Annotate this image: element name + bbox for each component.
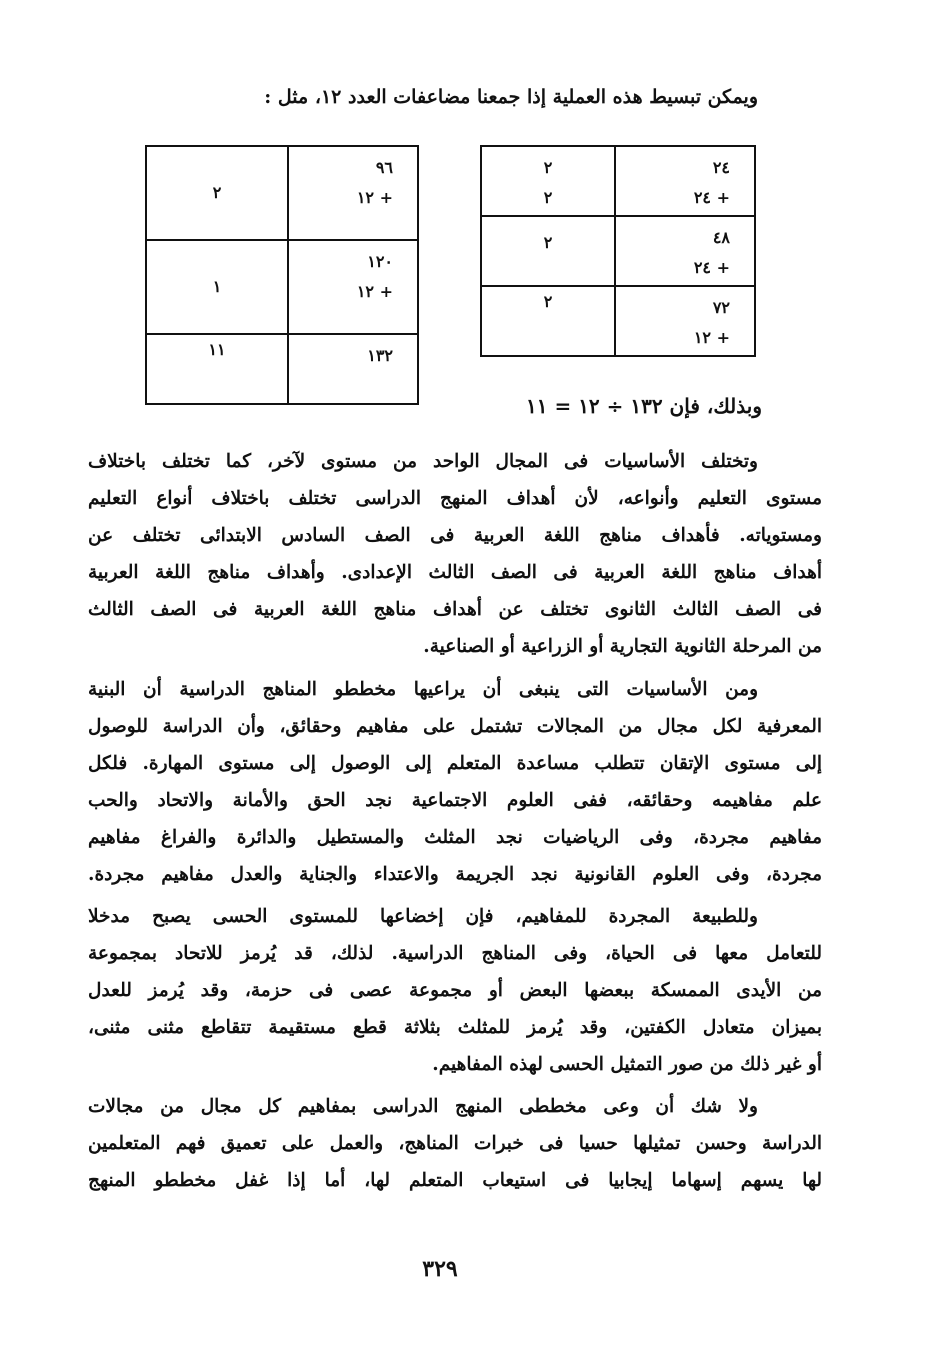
text-line: مجردة، وفى العلوم القانونية نجد الجريمة والاعتداء والجناية والعدل مفاهيم مجردة. [88,864,822,885]
sum-cell [288,146,418,240]
table-row [146,334,418,404]
text-line: فى الصف الثالث الثانوى تختلف عن أهداف مناهج اللغة العربية فى الصف الثالث [88,599,822,620]
text-line: مستوى التعليم وأنواعه، لأن أهداف المنهج الدراسى تختلف باختلاف أنواع التعليم [88,488,822,509]
text-line: بميزان متعادل الكفتين، وقد يُرمز للمثلث بثلاثة قطع مستقيمة تتقاطع مثنى مثنى، [88,1017,822,1038]
addend: + ٢٤ [693,258,730,277]
text-line: الدراسة وحسن تمثيلها حسيا فى خبرات المناهج، والعمل على تعميق فهم المتعلمين [88,1133,822,1154]
table-row [481,146,755,216]
addend: ٤٨ [712,228,730,247]
intro-sentence: ويمكن تبسيط هذه العملية إذا جمعنا مضاعفات العدد ١٢، مثل : [264,86,758,108]
count-cell: ٢ [146,146,288,240]
table-row [481,216,755,286]
table-row [146,146,418,240]
text-line: ولا شك أن وعى مخططى المنهج الدراسى بمفاهيم كل مجال من مجالات [88,1096,758,1117]
addend: + ١٢ [356,188,393,207]
text-line: مفاهيم مجردة، وفى الرياضيات نجد المثلث والمستطيل والدائرة والفراغ مفاهيم [88,827,822,848]
text-line: أو غير ذلك من صور التمثيل الحسى لهذه المفاهيم. [432,1054,822,1075]
text-line: إلى مستوى الإتقان تتطلب مساعدة المتعلم إلى الوصول إلى مستوى المهارة. فلكل [88,753,822,774]
table-row [481,286,755,356]
addend: ٢٤ [712,158,730,177]
division-result: وبذلك، فإن ١٣٢ ÷ ١٢ = ١١ [526,394,762,418]
addend: ١٢٠ [367,252,393,271]
text-line: ومن الأساسيات التى ينبغى أن يراعيها مخططو المناهج الدراسية أن البنية [88,679,758,700]
count-cell: ٢ [481,286,615,356]
text-line: لها يسهم إسهاما إيجابيا فى استيعاب المتعلم لها، أما إذا غفل مخططو المنهج [88,1170,822,1191]
count-cell: ٢ ٢ [481,146,615,216]
sum-cell [615,146,755,216]
right-multiples-table [480,145,756,357]
count-cell: ١١ [146,334,288,404]
text-line: وتختلف الأساسيات فى المجال الواحد من مستوى لآخر، كما تختلف باختلاف [88,451,758,472]
count-cell: ٢ [481,216,615,286]
left-multiples-table [145,145,419,405]
text-line: المعرفية لكل مجال من المجالات تشتمل على مفاهيم وحقائق، وأن الدراسة للوصول [88,716,822,737]
addend: + ١٢ [693,328,730,347]
text-line: للتعامل معها فى الحياة، وفى المناهج الدراسية. لذلك، قد يُرمز للاتحاد بمجموعة [88,943,822,964]
paragraph-3 [88,898,822,1083]
text-line: أهداف مناهج اللغة العربية فى الصف الثالث الإعدادى. وأهداف مناهج اللغة العربية [88,562,822,583]
paragraph-1 [88,443,822,665]
addend: + ٢٤ [693,188,730,207]
text-line: من المرحلة الثانوية التجارية أو الزراعية أو الصناعية. [423,636,822,657]
paragraph-2 [88,671,822,893]
text-line: علم مفاهيمه وحقائقه، ففى العلوم الاجتماعية نجد الحق والأمانة والاتحاد والحب [88,790,822,811]
text-line: ومستوياته. فأهداف مناهج اللغة العربية فى الصف السادس الابتدائى تختلف عن [88,525,822,546]
text-line: من الأيدى الممسكة ببعضها البعض أو مجموعة عصى فى حزمة، وقد يُرمز للعدل [88,980,822,1001]
sum-cell [288,240,418,334]
addend: ٩٦ [375,158,393,177]
text-line: وللطبيعة المجردة للمفاهيم، فإن إخضاعها للمستوى الحسى يصبح مدخلا [88,906,758,927]
addend: + ١٢ [356,282,393,301]
table-row [146,240,418,334]
count-cell: ١ [146,240,288,334]
paragraph-4 [88,1088,822,1199]
sum-cell [615,286,755,356]
sum-cell [615,216,755,286]
addend: ٧٢ [712,298,730,317]
addend: ١٣٢ [367,346,393,365]
sum-cell [288,334,418,404]
page-number: ٣٢٩ [422,1256,458,1282]
